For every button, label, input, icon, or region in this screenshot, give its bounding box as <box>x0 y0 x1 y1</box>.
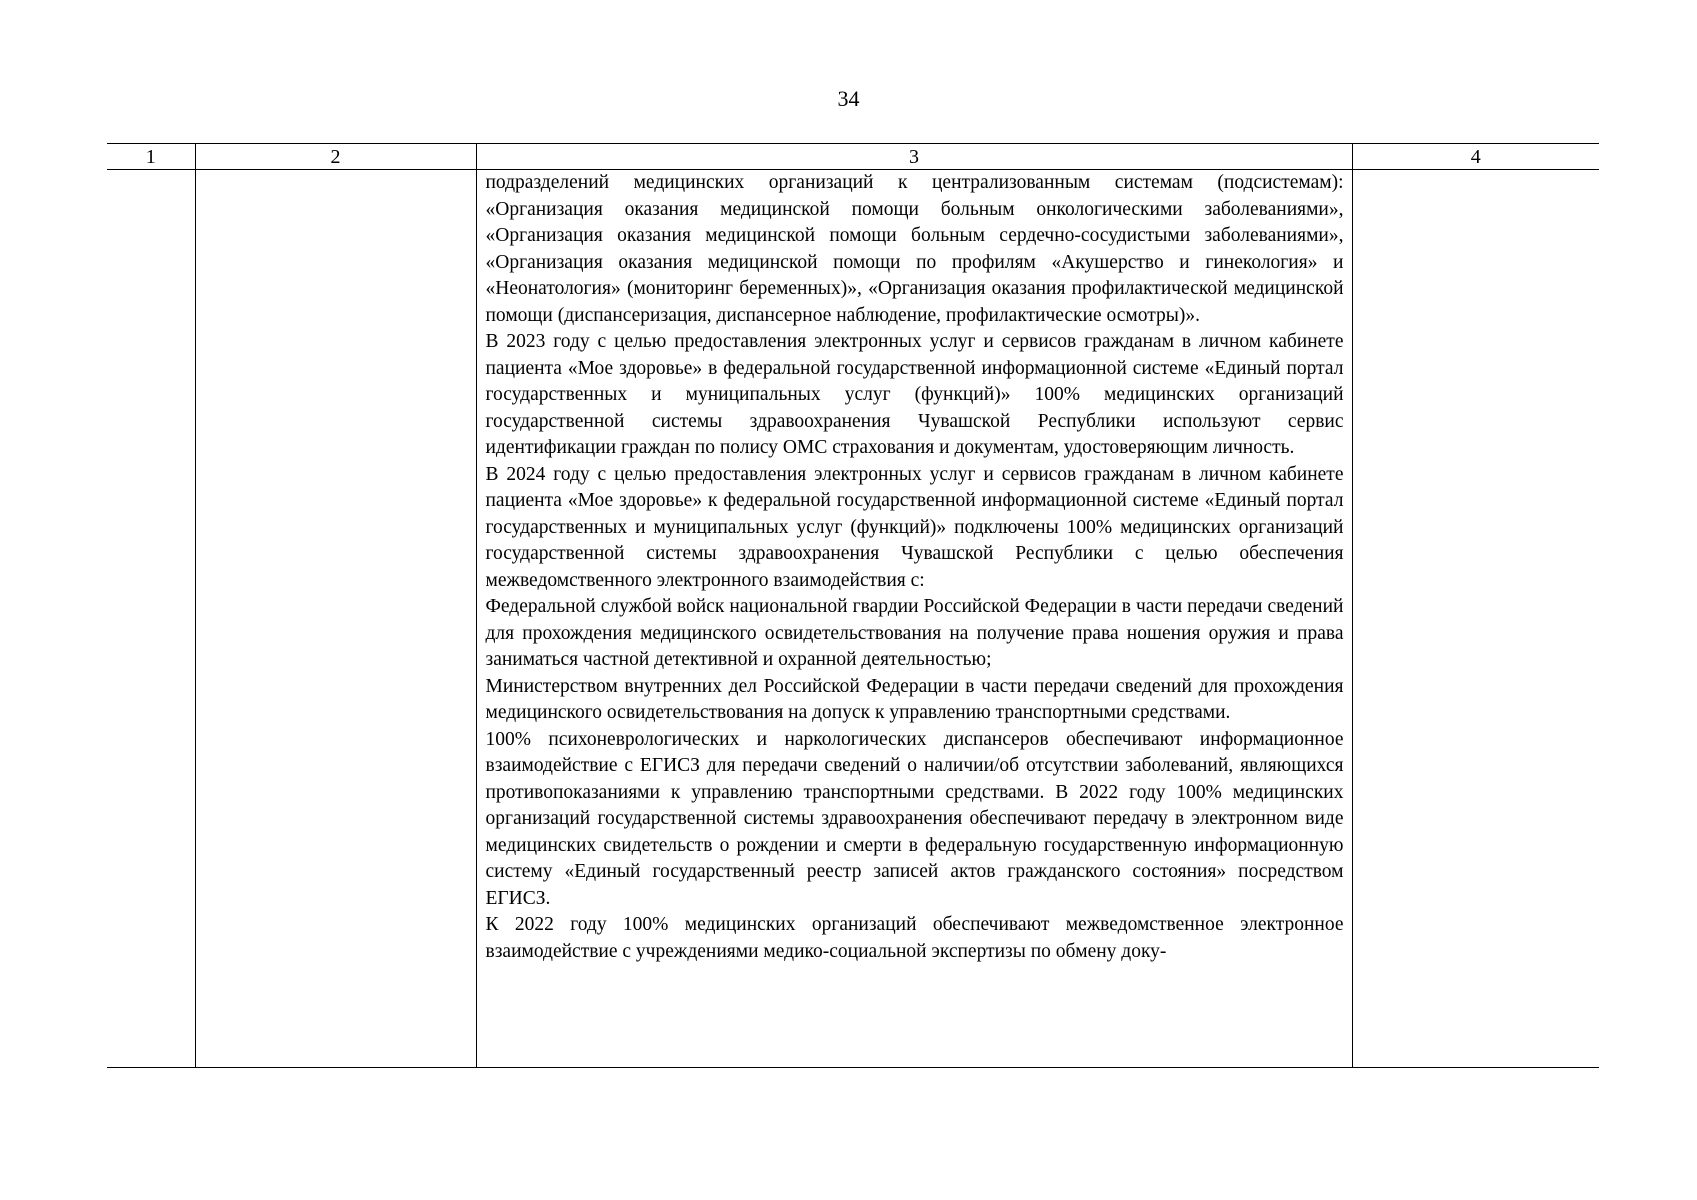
table-header-row <box>107 144 1599 170</box>
paragraph-2022-expertise: К 2022 году 100% медицинских организаций обеспечивают межведомственное электронное взаимодействие с учреждениями медико-социальной экспертизы по обмену доку- <box>485 914 1344 962</box>
paragraph-2023-identification: В 2023 году с целью предоставления электронных услуг и сервисов гражданам в личном кабинете пациента «Мое здоровье» в федеральной государственной информационной системе «Единый портал государственных и муниципальных услуг (функций)» 100% медицинских организаций государственной системы здравоохранения Чувашской Республики используют сервис идентификации граждан по полису ОМС страхования и документам, удостоверяющим личность. <box>485 331 1344 458</box>
paragraph-interior-ministry: Министерством внутренних дел Российской Федерации в части передачи сведений для прохождения медицинского освидетельствования на допуск к управлению транспортными средствами. <box>485 675 1344 723</box>
paragraph-national-guard: Федеральной службой войск национальной гвардии Российской Федерации в части передачи сведений для прохождения медицинского освидетельствования на получение права ношения оружия и права заниматься частной детективной и охранной деятельностью; <box>485 596 1344 670</box>
paragraph-dispensaries: 100% психоневрологических и наркологических диспансеров обеспечивают информационное взаимодействие с ЕГИСЗ для передачи сведений о наличии/об отсутствии заболеваний, являющихся противопоказаниями к управлению транспортными средствами. В 2022 году 100% медицинских организаций государственной системы здравоохранения обеспечивают передачу в электронном виде медицинских свидетельств о рождении и смерти в федеральную государственную информационную систему «Единый государственный реестр записей актов гражданского состояния» посредством ЕГИСЗ. <box>485 728 1344 909</box>
cell-column-2 <box>195 170 476 1068</box>
cell-column-4 <box>1352 170 1599 1068</box>
column-header-1: 1 <box>107 144 195 170</box>
page-number: 34 <box>837 86 860 111</box>
paragraph-2024-services: В 2024 году с целью предоставления электронных услуг и сервисов гражданам в личном кабинете пациента «Мое здоровье» к федеральной государственной информационной системе «Единый портал государственных и муниципальных услуг (функций)» подключены 100% медицинских организаций государственной системы здравоохранения Чувашской Республики с целью обеспечения межведомственного электронного взаимодействия с: <box>485 463 1344 591</box>
paragraph-centralized-systems: подразделений медицинских организаций к централизованным системам (подсистемам): «Организация оказания медицинской помощи больным онкологическими заболеваниями», «Организация оказания медицинской помощи больным сердечно-сосудистыми заболеваниями», «Организация оказания медицинской помощи по профилям «Акушерство и гинекология» и «Неонатология» (мониторинг беременных)», «Организация оказания профилактической медицинской помощи (диспансеризация, диспансерное наблюдение, профилактические осмотры)». <box>485 172 1344 326</box>
cell-column-3 <box>476 170 1352 1068</box>
column-header-2: 2 <box>195 144 476 170</box>
table-row <box>107 170 1599 1068</box>
column-header-3: 3 <box>476 144 1352 170</box>
document-table <box>107 143 1599 1068</box>
column-header-4: 4 <box>1352 144 1599 170</box>
cell-column-1 <box>107 170 195 1068</box>
